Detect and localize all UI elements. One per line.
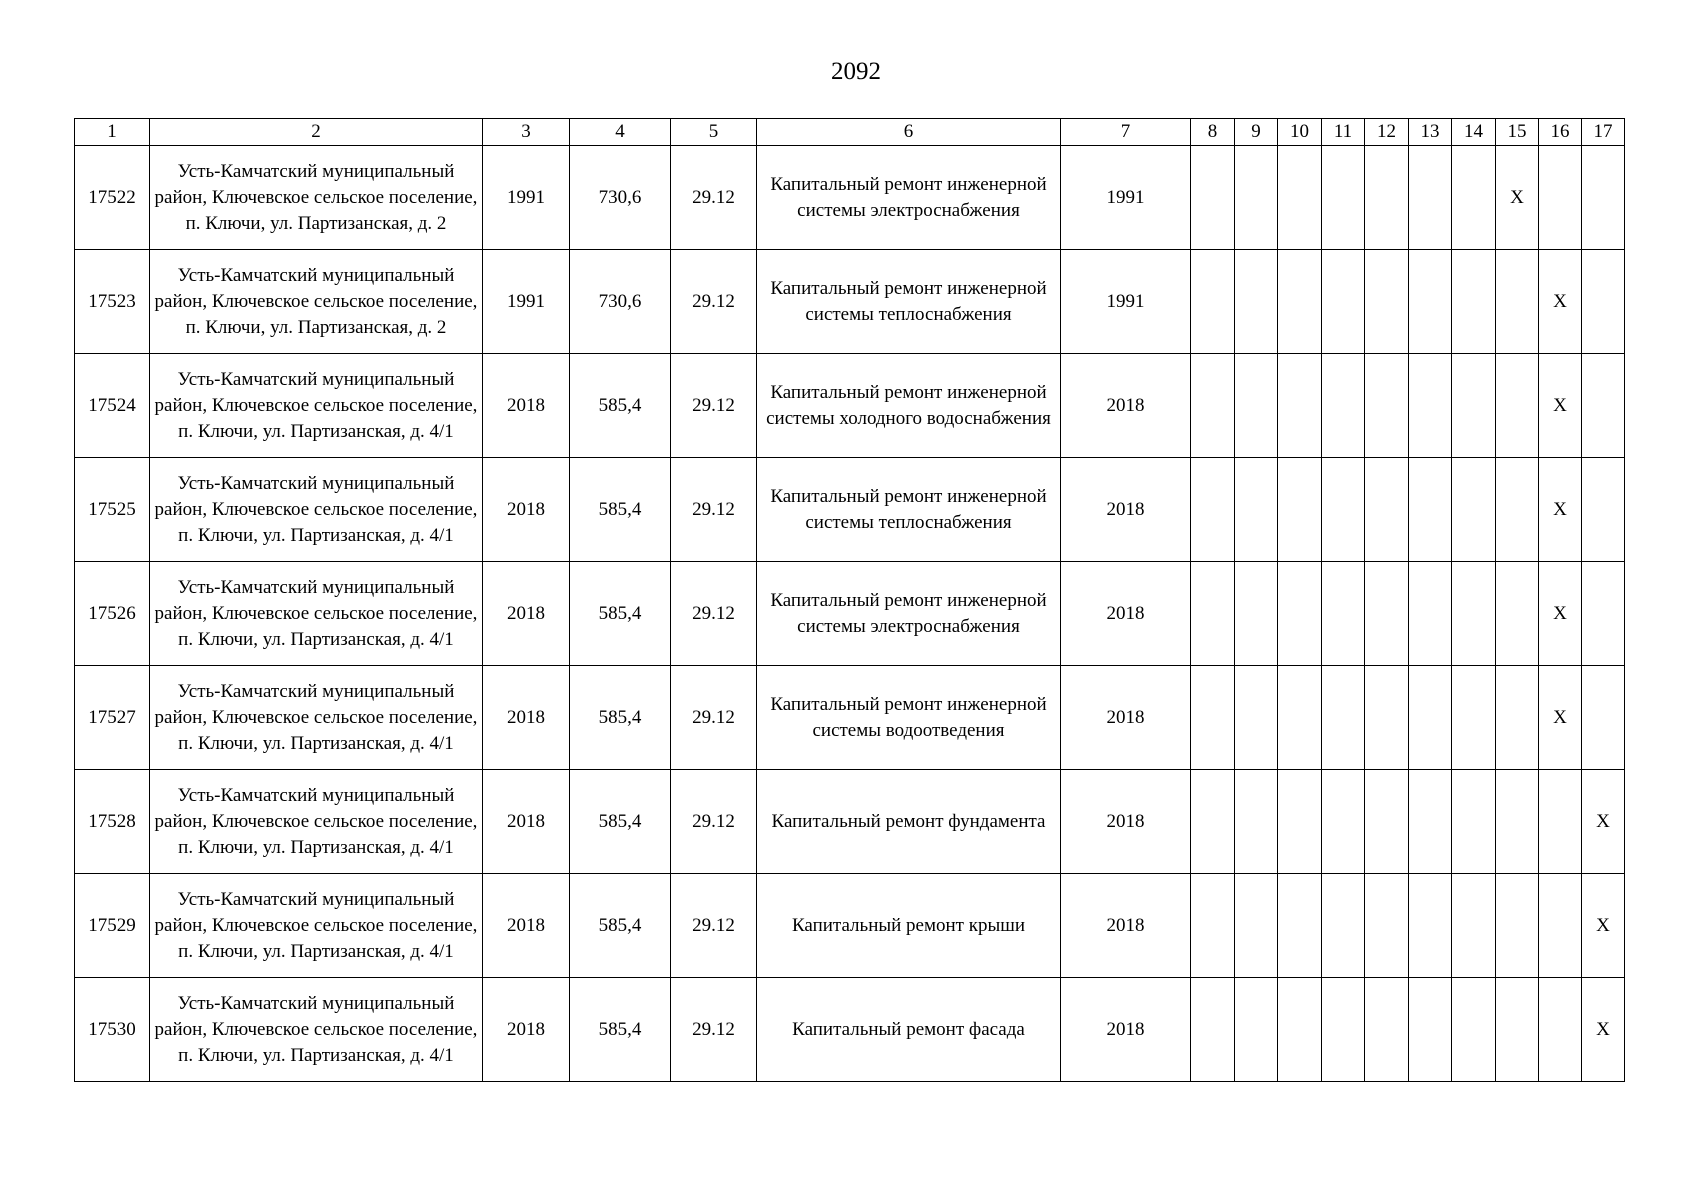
period-cell-12 (1365, 666, 1409, 770)
code-cell: 29.12 (671, 874, 757, 978)
table-row (75, 146, 1625, 250)
column-header-8: 8 (1191, 119, 1235, 146)
row-id-cell: 17527 (75, 666, 150, 770)
period-cell-11 (1322, 978, 1365, 1082)
code-cell: 29.12 (671, 562, 757, 666)
work-type-cell: Капитальный ремонт инженерной системы теплоснабжения (757, 458, 1061, 562)
repair-year-cell: 1991 (1061, 250, 1191, 354)
column-header-1: 1 (75, 119, 150, 146)
row-id-cell: 17526 (75, 562, 150, 666)
period-cell-17 (1582, 250, 1625, 354)
period-cell-16 (1539, 978, 1582, 1082)
period-cell-14 (1452, 458, 1496, 562)
row-id-cell: 17529 (75, 874, 150, 978)
period-cell-10 (1278, 874, 1322, 978)
period-cell-11 (1322, 458, 1365, 562)
table-body (75, 146, 1625, 1082)
period-cell-17 (1582, 146, 1625, 250)
period-cell-14 (1452, 874, 1496, 978)
period-cell-16: X (1539, 666, 1582, 770)
area-cell: 585,4 (570, 666, 671, 770)
table-row (75, 874, 1625, 978)
address-cell: Усть-Камчатский муниципальный район, Ключевское сельское поселение, п. Ключи, ул. Партизанская, д. 4/1 (150, 562, 483, 666)
code-cell: 29.12 (671, 250, 757, 354)
period-cell-8 (1191, 250, 1235, 354)
column-header-6: 6 (757, 119, 1061, 146)
period-cell-9 (1235, 666, 1278, 770)
period-cell-13 (1409, 978, 1452, 1082)
column-header-12: 12 (1365, 119, 1409, 146)
column-header-15: 15 (1496, 119, 1539, 146)
column-header-14: 14 (1452, 119, 1496, 146)
period-cell-11 (1322, 874, 1365, 978)
period-cell-15 (1496, 978, 1539, 1082)
column-header-9: 9 (1235, 119, 1278, 146)
column-header-13: 13 (1409, 119, 1452, 146)
period-cell-10 (1278, 978, 1322, 1082)
period-cell-12 (1365, 562, 1409, 666)
column-header-4: 4 (570, 119, 671, 146)
period-cell-13 (1409, 562, 1452, 666)
period-cell-10 (1278, 354, 1322, 458)
column-header-10: 10 (1278, 119, 1322, 146)
period-cell-10 (1278, 146, 1322, 250)
period-cell-16 (1539, 770, 1582, 874)
period-cell-15 (1496, 562, 1539, 666)
period-cell-9 (1235, 874, 1278, 978)
period-cell-11 (1322, 146, 1365, 250)
period-cell-15 (1496, 666, 1539, 770)
period-cell-17: X (1582, 770, 1625, 874)
address-cell: Усть-Камчатский муниципальный район, Ключевское сельское поселение, п. Ключи, ул. Партизанская, д. 2 (150, 250, 483, 354)
work-type-cell: Капитальный ремонт инженерной системы электроснабжения (757, 146, 1061, 250)
period-cell-8 (1191, 458, 1235, 562)
period-cell-15 (1496, 354, 1539, 458)
period-cell-12 (1365, 874, 1409, 978)
repair-year-cell: 2018 (1061, 354, 1191, 458)
period-cell-15 (1496, 770, 1539, 874)
period-cell-14 (1452, 978, 1496, 1082)
year-built-cell: 2018 (483, 978, 570, 1082)
row-id-cell: 17523 (75, 250, 150, 354)
area-cell: 585,4 (570, 978, 671, 1082)
period-cell-14 (1452, 354, 1496, 458)
row-id-cell: 17524 (75, 354, 150, 458)
repair-year-cell: 2018 (1061, 874, 1191, 978)
column-header-16: 16 (1539, 119, 1582, 146)
area-cell: 585,4 (570, 354, 671, 458)
year-built-cell: 1991 (483, 250, 570, 354)
year-built-cell: 1991 (483, 146, 570, 250)
area-cell: 585,4 (570, 562, 671, 666)
table-row (75, 250, 1625, 354)
row-id-cell: 17530 (75, 978, 150, 1082)
period-cell-14 (1452, 666, 1496, 770)
period-cell-12 (1365, 458, 1409, 562)
repair-year-cell: 2018 (1061, 770, 1191, 874)
year-built-cell: 2018 (483, 354, 570, 458)
row-id-cell: 17525 (75, 458, 150, 562)
period-cell-16: X (1539, 354, 1582, 458)
period-cell-11 (1322, 354, 1365, 458)
period-cell-17 (1582, 562, 1625, 666)
area-cell: 585,4 (570, 458, 671, 562)
period-cell-9 (1235, 146, 1278, 250)
column-number-row (75, 119, 1625, 146)
period-cell-17 (1582, 666, 1625, 770)
period-cell-12 (1365, 770, 1409, 874)
code-cell: 29.12 (671, 146, 757, 250)
period-cell-15 (1496, 874, 1539, 978)
period-cell-11 (1322, 666, 1365, 770)
address-cell: Усть-Камчатский муниципальный район, Ключевское сельское поселение, п. Ключи, ул. Партизанская, д. 4/1 (150, 978, 483, 1082)
column-header-5: 5 (671, 119, 757, 146)
page-number: 2092 (831, 58, 881, 85)
period-cell-8 (1191, 874, 1235, 978)
address-cell: Усть-Камчатский муниципальный район, Ключевское сельское поселение, п. Ключи, ул. Партизанская, д. 4/1 (150, 770, 483, 874)
work-type-cell: Капитальный ремонт инженерной системы холодного водоснабжения (757, 354, 1061, 458)
period-cell-15 (1496, 250, 1539, 354)
period-cell-13 (1409, 770, 1452, 874)
year-built-cell: 2018 (483, 874, 570, 978)
row-id-cell: 17522 (75, 146, 150, 250)
period-cell-9 (1235, 354, 1278, 458)
period-cell-13 (1409, 354, 1452, 458)
work-type-cell: Капитальный ремонт крыши (757, 874, 1061, 978)
period-cell-9 (1235, 562, 1278, 666)
code-cell: 29.12 (671, 458, 757, 562)
repair-schedule-table (74, 118, 1625, 1082)
period-cell-10 (1278, 770, 1322, 874)
column-header-17: 17 (1582, 119, 1625, 146)
repair-year-cell: 1991 (1061, 146, 1191, 250)
period-cell-12 (1365, 250, 1409, 354)
period-cell-10 (1278, 458, 1322, 562)
column-header-11: 11 (1322, 119, 1365, 146)
period-cell-17: X (1582, 978, 1625, 1082)
year-built-cell: 2018 (483, 666, 570, 770)
period-cell-16: X (1539, 562, 1582, 666)
code-cell: 29.12 (671, 770, 757, 874)
period-cell-8 (1191, 562, 1235, 666)
work-type-cell: Капитальный ремонт фундамента (757, 770, 1061, 874)
period-cell-16: X (1539, 458, 1582, 562)
period-cell-14 (1452, 562, 1496, 666)
work-type-cell: Капитальный ремонт фасада (757, 978, 1061, 1082)
period-cell-14 (1452, 770, 1496, 874)
period-cell-13 (1409, 458, 1452, 562)
period-cell-13 (1409, 874, 1452, 978)
area-cell: 585,4 (570, 874, 671, 978)
period-cell-15: X (1496, 146, 1539, 250)
work-type-cell: Капитальный ремонт инженерной системы теплоснабжения (757, 250, 1061, 354)
code-cell: 29.12 (671, 978, 757, 1082)
period-cell-17 (1582, 354, 1625, 458)
code-cell: 29.12 (671, 354, 757, 458)
address-cell: Усть-Камчатский муниципальный район, Ключевское сельское поселение, п. Ключи, ул. Партизанская, д. 4/1 (150, 354, 483, 458)
period-cell-16: X (1539, 250, 1582, 354)
address-cell: Усть-Камчатский муниципальный район, Ключевское сельское поселение, п. Ключи, ул. Партизанская, д. 4/1 (150, 666, 483, 770)
period-cell-16 (1539, 146, 1582, 250)
year-built-cell: 2018 (483, 562, 570, 666)
repair-year-cell: 2018 (1061, 562, 1191, 666)
area-cell: 730,6 (570, 146, 671, 250)
period-cell-16 (1539, 874, 1582, 978)
period-cell-12 (1365, 146, 1409, 250)
work-type-cell: Капитальный ремонт инженерной системы водоотведения (757, 666, 1061, 770)
year-built-cell: 2018 (483, 458, 570, 562)
row-id-cell: 17528 (75, 770, 150, 874)
period-cell-8 (1191, 770, 1235, 874)
period-cell-11 (1322, 250, 1365, 354)
work-type-cell: Капитальный ремонт инженерной системы электроснабжения (757, 562, 1061, 666)
address-cell: Усть-Камчатский муниципальный район, Ключевское сельское поселение, п. Ключи, ул. Партизанская, д. 4/1 (150, 874, 483, 978)
period-cell-12 (1365, 354, 1409, 458)
period-cell-12 (1365, 978, 1409, 1082)
period-cell-17 (1582, 458, 1625, 562)
period-cell-11 (1322, 770, 1365, 874)
period-cell-14 (1452, 250, 1496, 354)
period-cell-8 (1191, 354, 1235, 458)
table-row (75, 458, 1625, 562)
period-cell-13 (1409, 666, 1452, 770)
table-row (75, 978, 1625, 1082)
period-cell-17: X (1582, 874, 1625, 978)
period-cell-10 (1278, 562, 1322, 666)
period-cell-9 (1235, 978, 1278, 1082)
period-cell-9 (1235, 770, 1278, 874)
code-cell: 29.12 (671, 666, 757, 770)
repair-year-cell: 2018 (1061, 666, 1191, 770)
column-header-2: 2 (150, 119, 483, 146)
period-cell-8 (1191, 666, 1235, 770)
year-built-cell: 2018 (483, 770, 570, 874)
period-cell-13 (1409, 250, 1452, 354)
area-cell: 730,6 (570, 250, 671, 354)
table-row (75, 562, 1625, 666)
address-cell: Усть-Камчатский муниципальный район, Ключевское сельское поселение, п. Ключи, ул. Партизанская, д. 4/1 (150, 458, 483, 562)
repair-year-cell: 2018 (1061, 458, 1191, 562)
repair-year-cell: 2018 (1061, 978, 1191, 1082)
table-row (75, 666, 1625, 770)
table-row (75, 770, 1625, 874)
period-cell-9 (1235, 250, 1278, 354)
area-cell: 585,4 (570, 770, 671, 874)
period-cell-14 (1452, 146, 1496, 250)
period-cell-8 (1191, 978, 1235, 1082)
table-row (75, 354, 1625, 458)
period-cell-10 (1278, 250, 1322, 354)
period-cell-13 (1409, 146, 1452, 250)
period-cell-11 (1322, 562, 1365, 666)
period-cell-9 (1235, 458, 1278, 562)
period-cell-8 (1191, 146, 1235, 250)
period-cell-15 (1496, 458, 1539, 562)
address-cell: Усть-Камчатский муниципальный район, Ключевское сельское поселение, п. Ключи, ул. Партизанская, д. 2 (150, 146, 483, 250)
column-header-3: 3 (483, 119, 570, 146)
column-header-7: 7 (1061, 119, 1191, 146)
period-cell-10 (1278, 666, 1322, 770)
